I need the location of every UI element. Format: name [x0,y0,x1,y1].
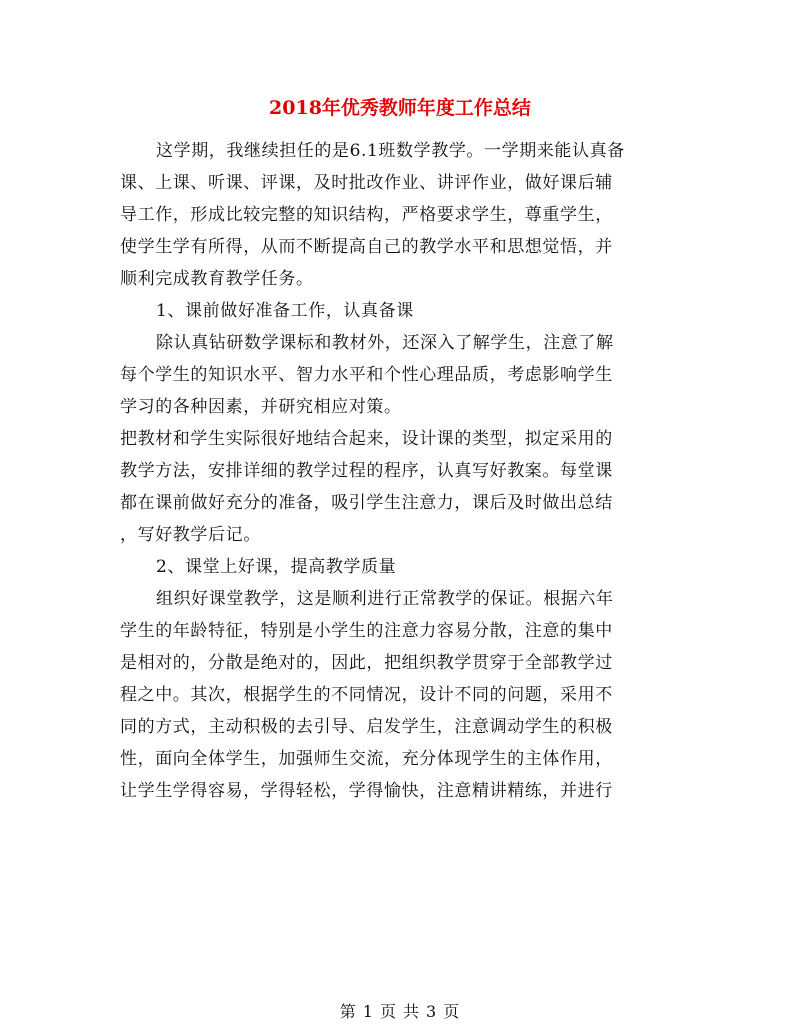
paragraph-line: 除认真钻研数学课标和教材外，还深入了解学生，注意了解 [156,333,614,353]
page-footer [0,1000,800,1024]
paragraph-line: 导工作，形成比较完整的知识结构，严格要求学生，尊重学生， [120,205,613,225]
footer-page-number: 1 [362,1002,374,1021]
footer-total-pages: 3 [426,1002,438,1021]
document-title: 2018年优秀教师年度工作总结 [269,97,531,119]
paragraph-line: 这学期，我继续担任的是6.1班数学教学。一学期来能认真备 [156,141,625,161]
section-heading: 2、课堂上好课，提高教学质量 [156,557,397,577]
paragraph-line: 教学方法，安排详细的教学过程的程序，认真写好教案。每堂课 [120,461,613,481]
paragraph-line: 性，面向全体学生，加强师生交流，充分体现学生的主体作用， [120,749,613,769]
paragraph-line: 让学生学得容易，学得轻松，学得愉快，注意精讲精练，并进行 [120,781,613,801]
footer-prefix: 第 [339,1002,357,1021]
section-heading: 1、课前做好准备工作，认真备课 [156,301,414,321]
document-body [120,135,680,807]
paragraph-line: 把教材和学生实际很好地结合起来，设计课的类型，拟定采用的 [120,429,613,449]
paragraph-line: 同的方式，主动积极的去引导、启发学生，注意调动学生的积极 [120,717,613,737]
paragraph-line: 课、上课、听课、评课，及时批改作业、讲评作业，做好课后辅 [120,173,613,193]
paragraph-line: 使学生学有所得，从而不断提高自己的教学水平和思想觉悟，并 [120,237,613,257]
paragraph-line: 每个学生的知识水平、智力水平和个性心理品质，考虑影响学生 [120,365,613,385]
footer-total-label: 共 [403,1002,421,1021]
paragraph-line: 是相对的，分散是绝对的，因此，把组织教学贯穿于全部教学过 [120,653,613,673]
paragraph-line: 组织好课堂教学，这是顺利进行正常教学的保证。根据六年 [156,589,614,609]
footer-page-label: 页 [379,1002,397,1021]
paragraph-line: 程之中。其次，根据学生的不同情况，设计不同的问题，采用不 [120,685,613,705]
paragraph-line: 都在课前做好充分的准备，吸引学生注意力，课后及时做出总结 [120,493,613,513]
footer-suffix: 页 [443,1002,461,1021]
paragraph-line: ，写好教学后记。 [120,525,261,545]
paragraph-line: 学习的各种因素，并研究相应对策。 [120,397,402,417]
paragraph-line: 学生的年龄特征，特别是小学生的注意力容易分散，注意的集中 [120,621,613,641]
paragraph-line: 顺利完成教育教学任务。 [120,269,314,289]
